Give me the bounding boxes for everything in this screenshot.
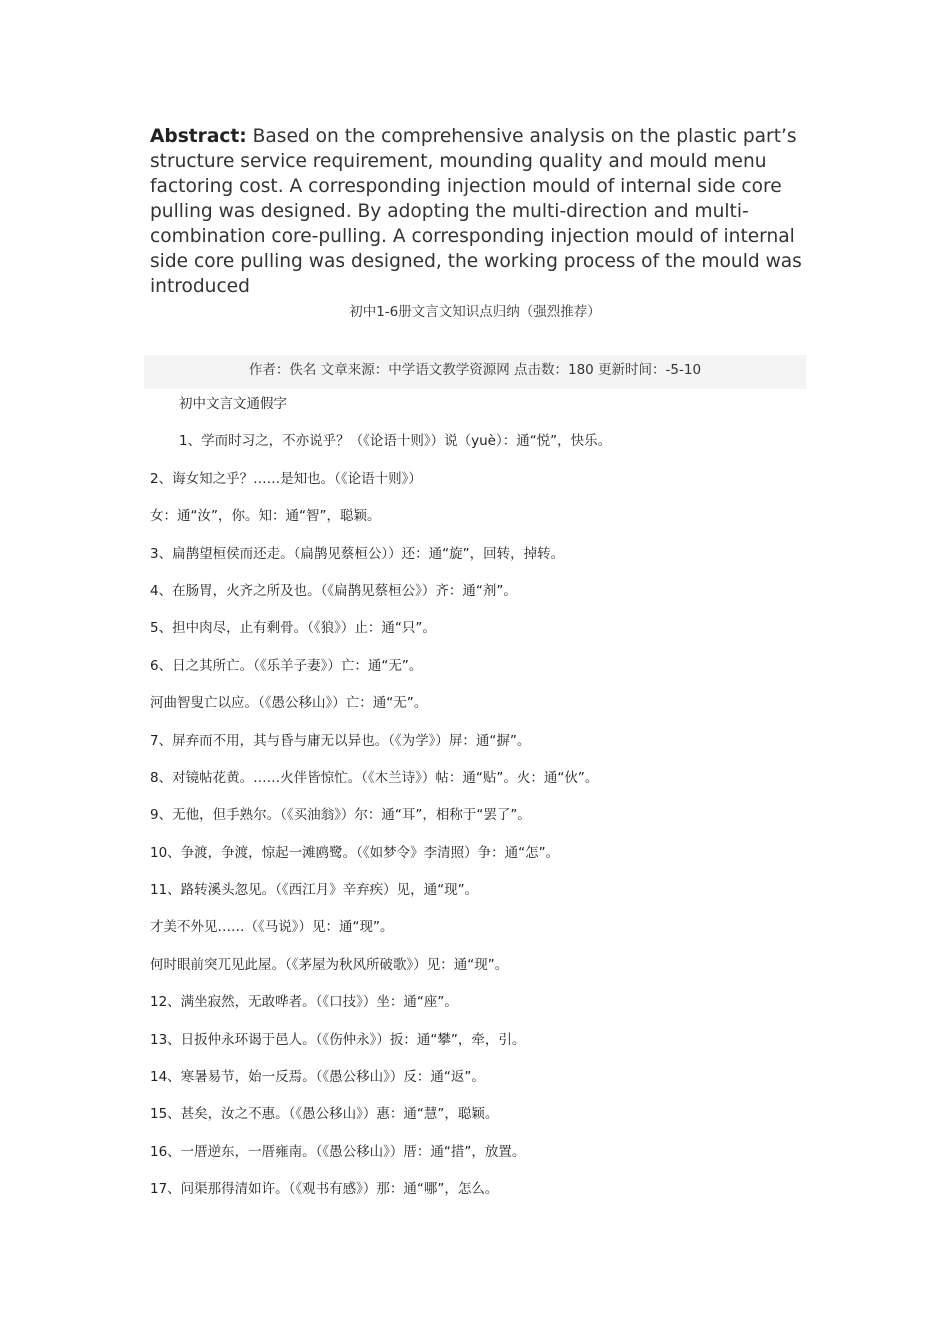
body-line: 9、无他，但手熟尔。（《买油翁》）尔：通“耳”，相称于“罢了”。: [150, 807, 531, 824]
abstract-paragraph: [150, 124, 810, 299]
body-line: 12、满坐寂然，无敢哗者。（《口技》）坐：通“座”。: [150, 994, 458, 1011]
body-line: 16、一厝逆东，一厝雍南。（《愚公移山》）厝：通“措”，放置。: [150, 1143, 526, 1160]
body-line: 女：通“汝”，你。知：通“智”，聪颖。: [150, 508, 381, 525]
body-line: 河曲智叟亡以应。（《愚公移山》）亡：通“无”。: [150, 695, 428, 712]
body-line: 14、寒暑易节，始一反焉。（《愚公移山》）反：通“返”。: [150, 1069, 485, 1086]
body-line: 3、扁鹊望桓侯而还走。（扁鹊见蔡桓公））还：通“旋”，回转，掉转。: [150, 545, 565, 562]
body-line: 1、学而时习之，不亦说乎？（《论语十则》）说（yuè）：通“悦”，快乐。: [179, 433, 612, 450]
body-line: 何时眼前突兀见此屋。（《茅屋为秋风所破歌》）见：通“现”。: [150, 956, 509, 973]
article-body: [0, 386, 950, 1209]
body-line: 13、日扳仲永环谒于邑人。（《伤仲永》）扳：通“攀”，牵，引。: [150, 1031, 526, 1048]
abstract-text: Based on the comprehensive analysis on the plastic part’s structure service requirement, mounding quality and mould menu factoring cost. A corresponding injection mould of internal side core pulling was designed. By adopting the multi-direction and multi-combination core-pulling. A corresponding injection mould of internal side core pulling was designed, the working process of the mould was introduced: [150, 126, 802, 297]
body-line: 8、对镜帖花黄。……火伴皆惊忙。（《木兰诗》）帖：通“贴”。火：通“伙”。: [150, 769, 599, 786]
body-line: 7、屏弃而不用，其与昏与庸无以异也。（《为学》）屏：通“摒”。: [150, 732, 531, 749]
body-line: 15、甚矣，汝之不惠。（《愚公移山》）惠：通“慧”，聪颖。: [150, 1106, 499, 1123]
abstract-label: Abstract:: [150, 126, 247, 147]
body-line: 11、路转溪头忽见。（《西江月》辛弃疾）见，通“现”。: [150, 882, 479, 899]
section-heading: 初中文言文通假字: [179, 396, 287, 412]
body-line: 2、诲女知之乎？……是知也。（《论语十则》）: [150, 470, 422, 487]
body-line: 17、问渠那得清如许。（《观书有感》）那：通“哪”，怎么。: [150, 1181, 499, 1198]
body-line: 6、日之其所亡。（《乐羊子妻》）亡：通“无”。: [150, 657, 423, 674]
body-line: 10、争渡，争渡，惊起一滩鸥鹭。（《如梦令》李清照）争：通“怎”。: [150, 844, 560, 861]
body-line: 4、在肠胃，火齐之所及也。（《扁鹊见蔡桓公》）齐：通“剂”。: [150, 582, 517, 599]
body-line: 5、担中肉尽，止有剩骨。（《狼》）止：通“只”。: [150, 620, 436, 637]
body-line: 才美不外见……（《马说》）见：通“现”。: [150, 919, 394, 936]
article-title: 初中1-6册文言文知识点归纳（强烈推荐）: [349, 304, 601, 320]
article-meta-bar: 作者：佚名 文章来源：中学语文教学资源网 点击数：180 更新时间：-5-10: [144, 355, 806, 389]
